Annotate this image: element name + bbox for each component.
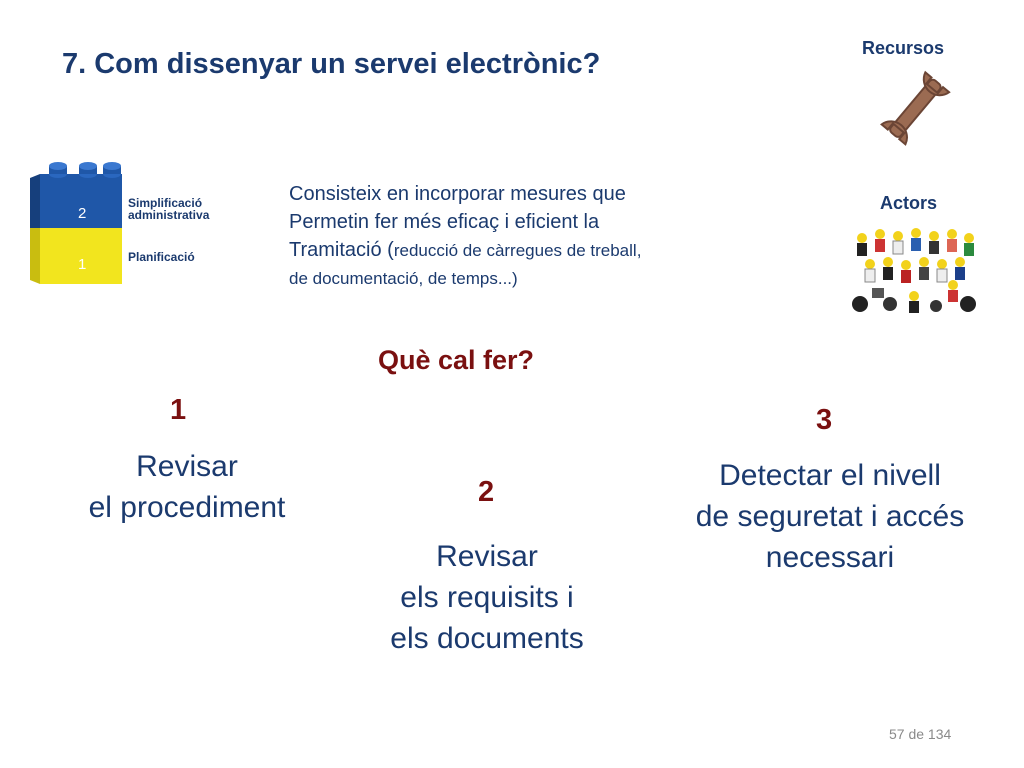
brick-label-line2: administrativa [128, 208, 210, 222]
description-line4: de documentació, de temps...) [289, 269, 518, 288]
step-3-line1: Detectar el nivell [719, 459, 941, 492]
step-2-line1: Revisar [436, 540, 538, 573]
step-1-line2: el procediment [88, 491, 286, 524]
description-line3-main: Tramitació ( [289, 239, 394, 261]
question-heading: Què cal fer? [378, 345, 535, 375]
description-line2: Permetin fer més eficaç i eficient la [289, 211, 600, 233]
brick-label-planificacio: Planificació [128, 250, 195, 264]
slide-title: 7. Com dissenyar un servei electrònic? [62, 48, 601, 80]
step-3-text [670, 455, 990, 578]
description-line1: Consisteix en incorporar mesures que [289, 183, 626, 205]
brick-number-1: 1 [78, 256, 87, 273]
step-3-line2: de seguretat i accés [695, 500, 965, 533]
step-3-line3: necessari [765, 541, 895, 574]
step-2-text [356, 536, 618, 659]
step-2-line2: els requisits i [400, 581, 574, 614]
step-1-text [56, 446, 318, 528]
step-3-number: 3 [816, 404, 833, 436]
brick-number-2: 2 [78, 205, 87, 222]
brick-label-simplificacio [128, 197, 209, 221]
slide-number: 57 de 134 [889, 726, 952, 742]
lego-figures-icon [850, 224, 980, 316]
step-2-number: 2 [478, 476, 495, 508]
step-2-line3: els documents [390, 622, 584, 655]
description-line3 [289, 236, 749, 265]
actors-label: Actors [880, 193, 938, 213]
step-1-number: 1 [170, 394, 187, 426]
step-1-line1: Revisar [136, 450, 238, 483]
description [289, 180, 749, 293]
description-line3-small: reducció de càrregues de treball, [393, 241, 642, 260]
brick-label-line1: Simplificació [128, 196, 203, 210]
lego-bricks-icon [26, 160, 126, 288]
resources-label: Recursos [862, 38, 945, 58]
wrench-icon [872, 68, 958, 148]
